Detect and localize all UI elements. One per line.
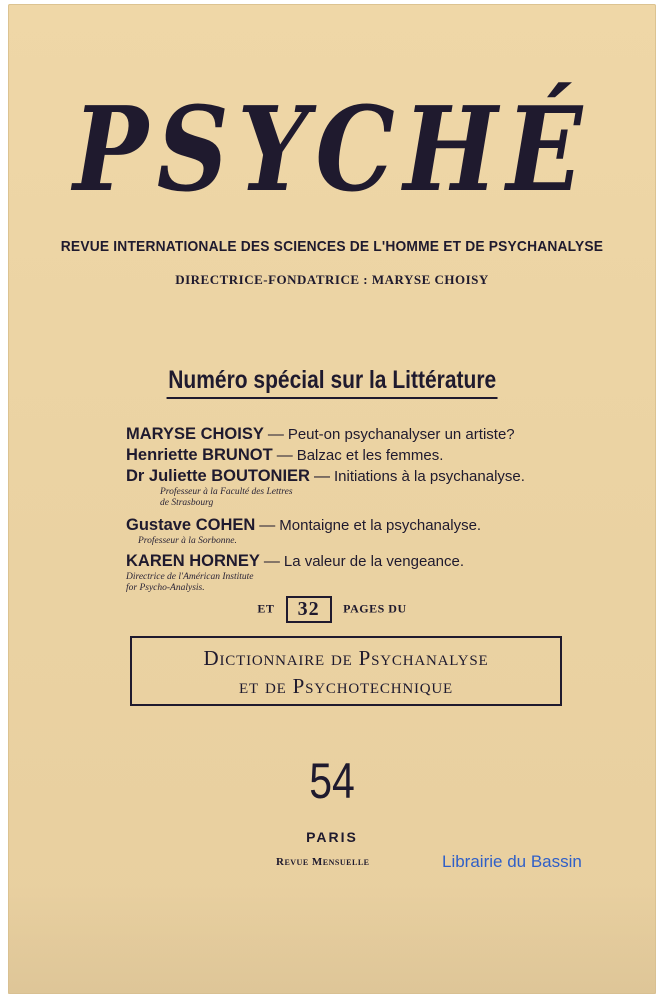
article-author: KAREN HORNEY [126, 552, 260, 570]
magazine-title: PSYCHÉ [73, 82, 591, 218]
article-item: MARYSE CHOISY — Peut-on psychanalyser un artiste? [126, 425, 515, 443]
supplement-suffix: PAGES DU [343, 601, 407, 616]
article-item: KAREN HORNEY — La valeur de la vengeance. Directrice de l'Américan Institute for Psycho-Analysis. [126, 551, 596, 594]
article-affiliation: Professeur à la Faculté des Lettres de Strasbourg [160, 487, 293, 508]
article-author: Dr Juliette BOUTONIER [126, 467, 310, 485]
article-item: Dr Juliette BOUTONIER — Initiations à la psychanalyse. Professeur à la Faculté des Lettres de Strasbourg [126, 466, 596, 509]
article-item: Gustave COHEN — Montaigne et la psychanalyse. Professeur à la Sorbonne. [126, 515, 596, 547]
special-issue-heading [8, 366, 656, 399]
article-topic: Peut-on psychanalyser un artiste? [287, 426, 515, 443]
article-affiliation: Directrice de l'Américan Institute for Psycho-Analysis. [126, 572, 254, 593]
publication-city: PARIS [306, 829, 358, 845]
dictionary-line-1: Dictionnaire de Psychanalyse [203, 646, 489, 670]
article-topic: Montaigne et la psychanalyse. [279, 517, 482, 534]
dictionary-line-2: et de Psychotechnique [239, 674, 453, 698]
dictionary-box [130, 636, 562, 706]
director-line: DIRECTRICE-FONDATRICE : MARYSE CHOISY [175, 272, 489, 287]
magazine-subtitle: REVUE INTERNATIONALE DES SCIENCES DE L'HOMME ET DE PSYCHANALYSE [60, 238, 604, 255]
article-topic: Initiations à la psychanalyse. [333, 468, 525, 485]
special-issue-text: Numéro spécial sur la Littérature [166, 366, 497, 399]
publication-frequency: Revue Mensuelle [276, 856, 370, 868]
article-author: Gustave COHEN [126, 516, 256, 534]
article-author: Henriette BRUNOT [126, 446, 273, 464]
article-item: Henriette BRUNOT — Balzac et les femmes. [126, 446, 444, 464]
magazine-cover [8, 4, 656, 994]
issue-number: 54 [309, 753, 355, 809]
supplement-line [8, 596, 656, 623]
article-topic: La valeur de la vengeance. [283, 553, 464, 570]
seller-watermark: Librairie du Bassin [442, 852, 582, 871]
supplement-prefix: ET [257, 601, 275, 616]
article-list [126, 424, 596, 594]
article-author: MARYSE CHOISY [126, 425, 264, 443]
supplement-page-count: 32 [286, 596, 332, 623]
article-affiliation: Professeur à la Sorbonne. [138, 536, 237, 546]
article-topic: Balzac et les femmes. [296, 447, 444, 464]
